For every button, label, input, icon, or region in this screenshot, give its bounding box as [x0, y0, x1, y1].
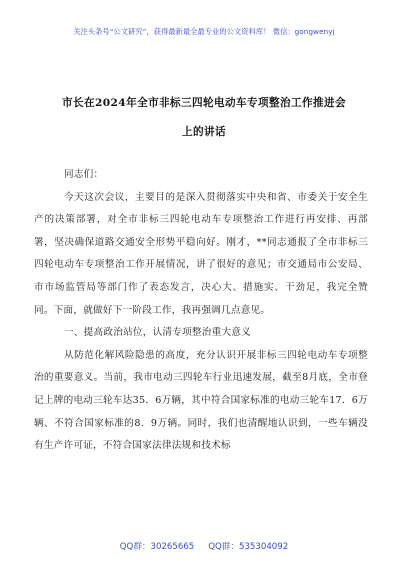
document-body	[34, 164, 368, 458]
paragraph: 从防范化解风险隐患的高度，充分认识开展非标三四轮电动车专项整治的重要意义。当前，我市电动三四轮车行业迅速发展，截至8月底，全市登记上牌的电动三轮车达35．6万辆，其中符合国家标准的电动三轮车17．6万辆、不符合国家标准的8．9万辆。同时，我们也清醒地认识到，一些车辆没有生产许可证，不符合国家法律法规和技术标	[34, 349, 368, 452]
greeting: 同志们：	[64, 169, 104, 180]
qq-group-1: QQ群：30265665	[119, 542, 195, 552]
footer	[0, 540, 408, 552]
header-note: 关注头条号“公文研究”，获得最新最全最专业的公文资料库！ 微信：gongwenyj	[73, 27, 335, 36]
document-title-continued: 上的讲话	[182, 126, 226, 138]
document-title: 市长在2024年全市非标三四轮电动车专项整治工作推进会	[62, 97, 346, 109]
qq-group-2: QQ群：535304092	[208, 542, 289, 552]
section-heading: 一、提高政治站位，认清专项整治重大意义	[64, 327, 252, 339]
paragraph: 今天这次会议，主要目的是深入贯彻落实中央和省、市委关于安全生产的决策部署，对全市非标三四轮电动车专项整治工作进行再安排、再部署，坚决确保道路交通安全形势平稳向好。刚才，**同志通报了全市非标三四轮电动车专项整治工作开展情况，讲了很好的意见；市交通局市公安局、市市场监管局等部门作了表态发言，决心大、措施实、干劲足，我完全赞同。下面，就做好下一阶段工作，我再强调几点意见。	[34, 191, 368, 316]
